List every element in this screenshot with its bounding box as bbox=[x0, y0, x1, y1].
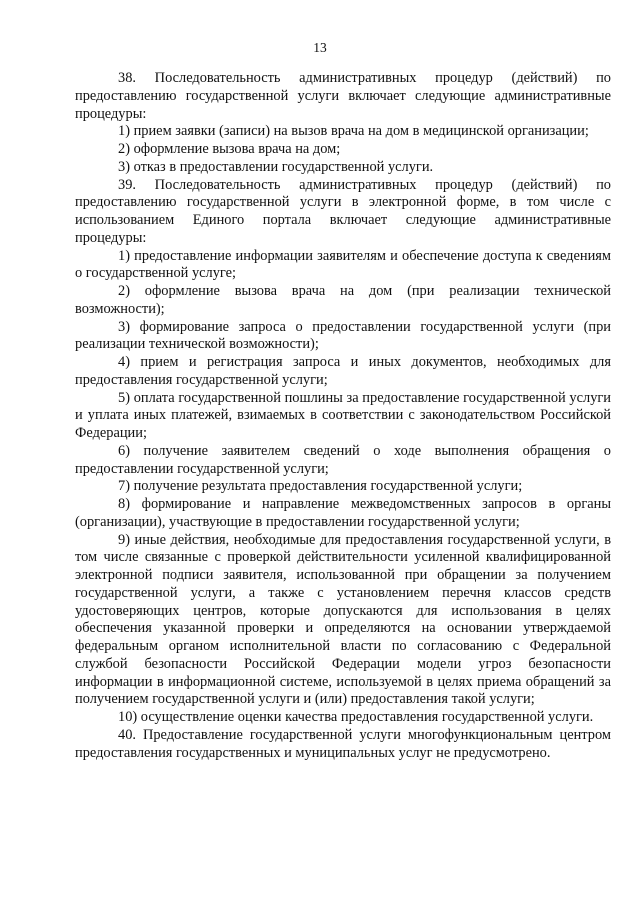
list-item-38-2: 2) оформление вызова врача на дом; bbox=[118, 141, 341, 157]
list-item-39-1: 1) предоставление информации заявителям и обеспечение доступа к сведениям о государственной услуге; bbox=[75, 247, 611, 282]
list-item-39-5: 5) оплата государственной пошлины за предоставление государственной услуги и уплата иных платежей, взимаемых в соответствии с законодательством Российской Федерации; bbox=[75, 389, 611, 441]
list-item-39-3: 3) формирование запроса о предоставлении государственной услуги (при реализации технической возможности); bbox=[75, 318, 611, 353]
list-item-38-1: 1) прием заявки (записи) на вызов врача на дом в медицинской организации; bbox=[118, 123, 589, 140]
document-body bbox=[75, 70, 611, 762]
list-item-38-3: 3) отказ в предоставлении государственной услуги. bbox=[118, 158, 434, 175]
list-item-39-9: 9) иные действия, необходимые для предоставления государственной услуги, в том числе связанные с проверкой действительности усиленной квалифицированной электронной подписи заявителя, использованной при обращении за получением государственной услуги, а также с установлением перечня классов средств удостоверяющих центров, которые допускаются для использования в целях обеспечения указанной проверки и определяются на основании утверждаемой федеральным органом исполнительной власти по согласованию с Федеральной службой безопасности Российской Федерации модели угроз безопасности информации в информационной системе, используемой в целях приема обращений за получением государственной услуги и (или) предоставления такой услуги; bbox=[75, 531, 611, 708]
list-item-39-10: 10) осуществление оценки качества предоставления государственной услуги. bbox=[118, 709, 594, 725]
list-item-39-6: 6) получение заявителем сведений о ходе выполнения обращения о предоставлении государственной услуги; bbox=[75, 442, 611, 477]
paragraph-39: 39. Последовательность административных процедур (действий) по предоставлению государственной услуги в электронной форме, в том числе с использованием Единого портала включает следующие административные процедуры: bbox=[75, 176, 611, 246]
page-number: 13 bbox=[313, 40, 327, 55]
list-item-39-8: 8) формирование и направление межведомственных запросов в органы (организации), участвующие в предоставлении государственной услуги; bbox=[75, 496, 611, 530]
list-item-39-4: 4) прием и регистрация запроса и иных документов, необходимых для предоставления государственной услуги; bbox=[75, 354, 611, 388]
list-item-39-2: 2) оформление вызова врача на дом (при реализации технической возможности); bbox=[75, 283, 611, 317]
paragraph-38: 38. Последовательность административных процедур (действий) по предоставлению государственной услуги включает следующие административные процедуры: bbox=[75, 70, 611, 122]
list-item-39-7: 7) получение результата предоставления государственной услуги; bbox=[118, 478, 523, 495]
paragraph-40: 40. Предоставление государственной услуги многофункциональным центром предоставления государственных и муниципальных услуг не предусмотрено. bbox=[75, 726, 611, 761]
